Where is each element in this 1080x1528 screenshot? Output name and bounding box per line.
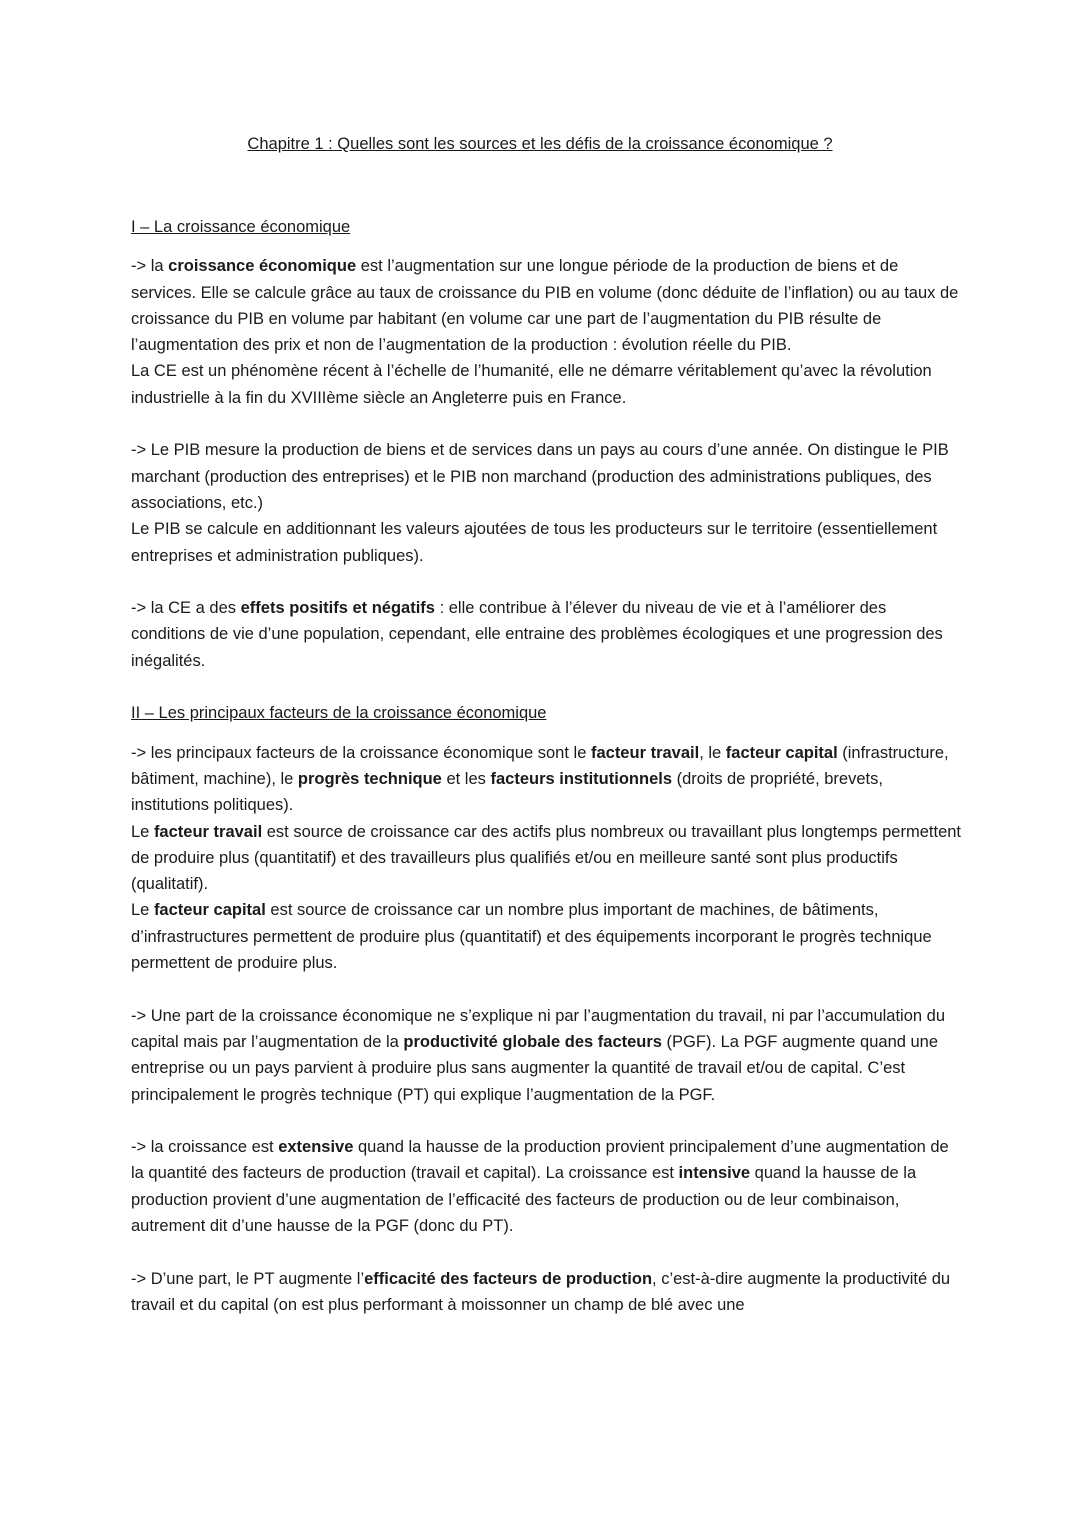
- text-run: (droits de propriété, brevets, institutions politiques).: [131, 769, 883, 815]
- text-run: , c’est-à-dire augmente la productivité du travail et du capital (on est plus performant à moissonner un champ de blé avec une: [131, 1269, 951, 1314]
- section-2-heading: II – Les principaux facteurs de la croissance économique: [131, 704, 547, 723]
- section-2-paragraph-1: [131, 740, 961, 977]
- text-run: Le PIB se calcule en additionnant les valeurs ajoutées de tous les producteurs sur le territoire (essentiellement entreprises et administration publiques).: [131, 520, 938, 565]
- text-run: -> la croissance est: [131, 1138, 279, 1157]
- text-run: est l’augmentation sur une longue période de la production de biens et de services. Elle se calcule grâce au taux de croissance du PIB en volume (donc déduite de l’inflation) ou au taux de croissance du PIB en volume par habitant (en volume car une part de l’augmentation du PIB résulte de l’augmentation des prix et non de l’augmentation de la production : évolution réelle du PIB.: [131, 257, 959, 355]
- text-run: : elle contribue à l’élever du niveau de vie et à l’améliorer des conditions de vie d’une population, cependant, elle entraine des problèmes écologiques et une progression des inégalités.: [131, 599, 943, 670]
- section-1-paragraph-2: [131, 437, 961, 568]
- text-run: est source de croissance car un nombre plus important de machines, de bâtiments, d’infrastructures permettent de produire plus (quantitatif) et des équipements incorporant le progrès technique permettent de produire plus.: [131, 901, 932, 973]
- text-run: , le: [699, 743, 726, 762]
- bold-term: facteur travail: [590, 743, 700, 762]
- text-run: -> Une part de la croissance économique ne s’explique ni par l’augmentation du travail, ni par l’accumulation du capital mais par l’augmentation de la: [131, 1006, 946, 1051]
- bold-term: croissance économique: [168, 257, 357, 276]
- bold-term: facteur capital: [725, 743, 838, 762]
- text-run: -> D’une part, le PT augmente l’: [131, 1269, 365, 1288]
- document-body: [131, 214, 961, 1344]
- text-run: Le: [131, 901, 154, 920]
- text-run: La CE est un phénomène récent à l’échelle de l’humanité, elle ne démarre véritablement qu’avec la révolution industrielle à la fin du XVIIIème siècle an Angleterre puis en France.: [131, 362, 932, 407]
- bold-term: progrès technique: [297, 769, 442, 788]
- text-run: Le: [131, 822, 154, 841]
- section-2-paragraph-4: [131, 1266, 961, 1319]
- bold-term: facteur travail: [153, 822, 263, 841]
- bold-term: efficacité des facteurs de production: [364, 1269, 653, 1288]
- text-run: -> Le PIB mesure la production de biens et de services dans un pays au cours d’une année. On distingue le PIB marchant (production des entreprises) et le PIB non marchand (production des administrations publiques, des associations, etc.): [131, 441, 949, 512]
- bold-term: extensive: [278, 1138, 354, 1157]
- text-run: -> les principaux facteurs de la croissance économique sont le: [131, 743, 591, 762]
- bold-term: intensive: [678, 1164, 751, 1183]
- section-2-paragraph-3: [131, 1134, 961, 1239]
- chapter-title: Chapitre 1 : Quelles sont les sources et les défis de la croissance économique ?: [247, 135, 833, 153]
- text-run: quand la hausse de la production provient d’une augmentation de l’efficacité des facteurs de production ou de leur combinaison, autrement dit d’une hausse de la PGF (donc du PT).: [131, 1164, 917, 1235]
- section-1-paragraph-3: [131, 595, 961, 674]
- text-line: [131, 819, 961, 898]
- bold-term: effets positifs et négatifs: [240, 599, 435, 618]
- text-line: [131, 897, 961, 976]
- text-run: -> la: [131, 257, 169, 276]
- section-1-paragraph-1: [131, 253, 961, 411]
- section-1-heading: I – La croissance économique: [131, 218, 351, 236]
- text-run: (PGF). La PGF augmente quand une entreprise ou un pays parvient à produire plus sans augmenter la quantité de travail et/ou de capital. C’est principalement le progrès technique (PT) qui explique l’augmentation de la PGF.: [131, 1032, 939, 1104]
- bold-term: productivité globale des facteurs: [403, 1032, 662, 1051]
- text-run: quand la hausse de la production provient principalement d’une augmentation de la quantité des facteurs de production (travail et capital). La croissance est: [131, 1138, 949, 1183]
- text-run: est source de croissance car des actifs plus nombreux ou travaillant plus longtemps permettent de produire plus (quantitatif) et des travailleurs plus qualifiés et/ou en meilleure santé sont plus productifs (qualitatif).: [131, 822, 962, 894]
- bold-term: facteurs institutionnels: [490, 769, 673, 788]
- text-run: (infrastructure, bâtiment, machine), le: [131, 743, 949, 788]
- section-2-paragraph-2: [131, 1003, 961, 1108]
- bold-term: facteur capital: [153, 901, 266, 920]
- text-run: -> la CE a des: [131, 599, 241, 618]
- text-run: et les: [441, 769, 491, 788]
